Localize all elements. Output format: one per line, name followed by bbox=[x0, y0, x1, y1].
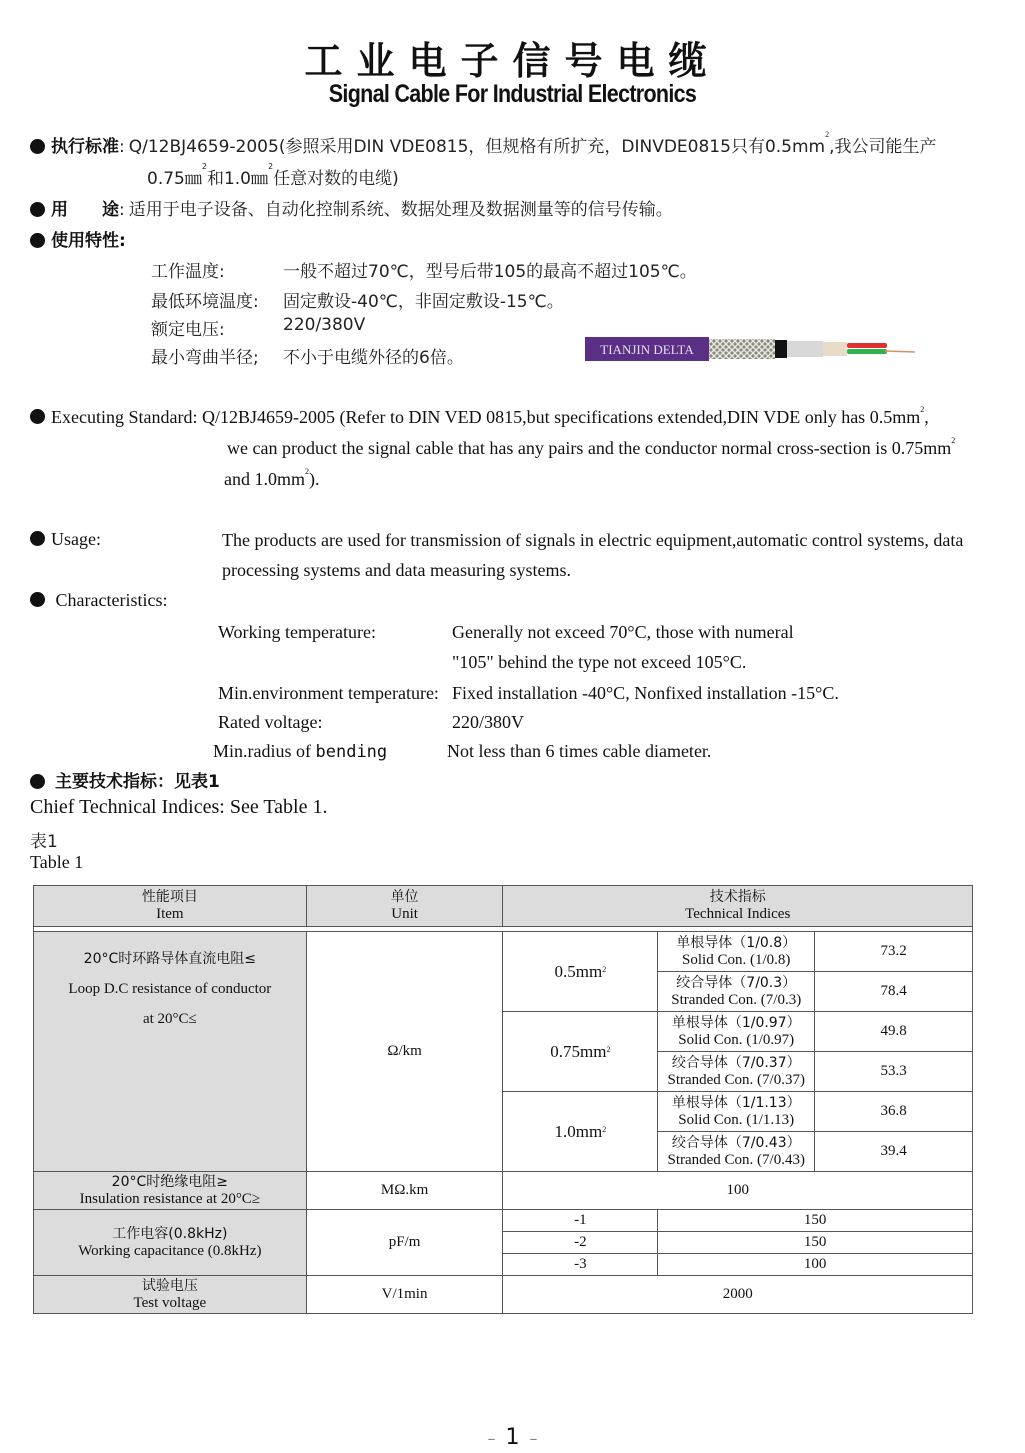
value-cell: 53.3 bbox=[815, 1052, 973, 1092]
value-cell: 73.2 bbox=[815, 932, 973, 972]
text: Solid Con. (1/0.97) bbox=[678, 1031, 795, 1048]
cn-usage-label: 用 途 bbox=[51, 200, 119, 220]
cn-standard-text: Q/12BJ4659-2005(参照采用DIN VDE0815，但规格有所扩充，DINVDE0815只有0.5mm bbox=[128, 137, 826, 157]
text: Min.radius of bbox=[213, 741, 316, 761]
conductor-cell bbox=[658, 1052, 815, 1092]
bullet-icon bbox=[30, 233, 45, 248]
text: 0.5mm bbox=[554, 962, 603, 981]
en-usage-line2: processing systems and data measuring systems. bbox=[222, 560, 571, 580]
conductor-cell bbox=[658, 972, 815, 1012]
text: and 1.0mm bbox=[224, 469, 305, 489]
en-characteristics-heading bbox=[30, 590, 167, 611]
insulation-value: 100 bbox=[503, 1172, 973, 1210]
text: 单根导体（1/0.97） bbox=[671, 1014, 801, 1031]
conductor-cell bbox=[658, 1012, 815, 1052]
cn-char-value-0: 一般不超过70℃，型号后带105的最高不超过105℃。 bbox=[283, 262, 697, 282]
text: 技术指标 bbox=[709, 889, 766, 905]
value-cell: 39.4 bbox=[815, 1132, 973, 1172]
test-voltage-unit: V/1min bbox=[306, 1276, 503, 1314]
value-cell: 150 bbox=[658, 1232, 973, 1254]
resistance-unit: Ω/km bbox=[306, 932, 503, 1172]
text: , bbox=[924, 407, 929, 427]
text: 单根导体（1/1.13） bbox=[671, 1094, 801, 1111]
text: Working capacitance (0.8kHz) bbox=[78, 1242, 262, 1259]
cn-char-value-3: 不小于电缆外径的6倍。 bbox=[283, 348, 464, 368]
text: 20°C时绝缘电阻≥ bbox=[111, 1173, 228, 1190]
text: Stranded Con. (7/0.43) bbox=[667, 1151, 805, 1168]
code-cell: -1 bbox=[503, 1210, 658, 1232]
en-char-label-3: Rated voltage: bbox=[218, 712, 323, 732]
cn-standard-line2 bbox=[147, 164, 399, 189]
text: 1.0mm bbox=[554, 1122, 603, 1141]
table-row bbox=[34, 1172, 973, 1210]
test-voltage-value: 2000 bbox=[503, 1276, 973, 1314]
text: Solid Con. (1/0.8) bbox=[682, 951, 791, 968]
text: 工作电容(0.8kHz) bbox=[112, 1225, 228, 1242]
cable-image bbox=[585, 335, 915, 363]
superscript: 2 bbox=[305, 467, 309, 476]
text: Stranded Con. (7/0.3) bbox=[671, 991, 802, 1008]
bullet-icon bbox=[30, 202, 45, 217]
header-unit bbox=[306, 886, 503, 927]
cn-standard-label: 执行标准 bbox=[51, 137, 119, 157]
superscript: 2 bbox=[825, 130, 830, 139]
en-char-value-4: Not less than 6 times cable diameter. bbox=[447, 741, 712, 761]
wire-red bbox=[847, 343, 887, 348]
superscript: 2 bbox=[951, 436, 956, 445]
value-cell: 49.8 bbox=[815, 1012, 973, 1052]
text: 0.75㎜ bbox=[147, 169, 202, 189]
table-row bbox=[34, 932, 973, 972]
table-row bbox=[34, 1210, 973, 1232]
text: we can product the signal cable that has any pairs and the conductor normal cross-section is 0.75mm bbox=[227, 438, 952, 458]
value-cell: 36.8 bbox=[815, 1092, 973, 1132]
size-cell bbox=[503, 932, 658, 1012]
insulation-item bbox=[34, 1172, 307, 1210]
cable-braid bbox=[709, 339, 775, 359]
text: Unit bbox=[391, 906, 418, 922]
en-standard-label: Executing Standard: bbox=[51, 407, 198, 427]
text: 单根导体（1/0.8） bbox=[676, 934, 797, 951]
text: 试验电压 bbox=[141, 1277, 198, 1294]
en-standard-line3 bbox=[224, 469, 320, 490]
cn-char-value-1: 固定敷设-40℃，非固定敷设-15℃。 bbox=[283, 292, 564, 312]
superscript: 2 bbox=[606, 1045, 611, 1054]
resistance-item bbox=[34, 932, 307, 1172]
text: 1 bbox=[505, 1425, 520, 1450]
text: Item bbox=[156, 906, 184, 922]
text: 和1.0㎜ bbox=[206, 169, 268, 189]
cn-char-label: 使用特性: bbox=[51, 231, 126, 251]
capacitance-unit: pF/m bbox=[306, 1210, 503, 1276]
page-number: – 1 – bbox=[487, 1425, 538, 1450]
en-usage-label: Usage: bbox=[51, 529, 101, 549]
text: 任意对数的电缆) bbox=[273, 169, 399, 189]
superscript: 2 bbox=[602, 965, 607, 974]
en-char-label: Characteristics: bbox=[55, 590, 168, 610]
cn-char-value-2: 220/380V bbox=[283, 315, 366, 335]
text: ). bbox=[309, 469, 320, 489]
bullet-icon bbox=[30, 139, 45, 154]
text: 主要技术指标：见表1 bbox=[55, 772, 220, 792]
en-usage-heading bbox=[30, 529, 101, 550]
bullet-icon bbox=[30, 592, 45, 607]
en-char-label-4 bbox=[213, 741, 387, 762]
cn-indices-heading bbox=[30, 767, 220, 792]
cn-standard-text-b: ,我公司能生产 bbox=[829, 137, 937, 157]
code-cell: -2 bbox=[503, 1232, 658, 1254]
wire-copper bbox=[885, 351, 915, 352]
value-cell: 150 bbox=[658, 1210, 973, 1232]
colon: : bbox=[119, 200, 125, 220]
table-header-row bbox=[34, 886, 973, 927]
table-caption-cn: 表1 bbox=[30, 832, 58, 852]
conductor-cell bbox=[658, 1092, 815, 1132]
text: 绞合导体（7/0.3） bbox=[676, 974, 797, 991]
size-cell bbox=[503, 1012, 658, 1092]
header-indices bbox=[503, 886, 973, 927]
text: 单位 bbox=[390, 889, 419, 905]
en-char-label-2: Min.environment temperature: bbox=[218, 683, 439, 703]
text: 绞合导体（7/0.43） bbox=[671, 1134, 801, 1151]
en-standard-line1 bbox=[30, 407, 929, 428]
bullet-icon bbox=[30, 531, 45, 546]
text: Solid Con. (1/1.13) bbox=[678, 1111, 795, 1128]
code-cell: -3 bbox=[503, 1254, 658, 1276]
text: at 20°C≤ bbox=[142, 1011, 197, 1027]
cable-label: TIANJIN DELTA bbox=[600, 342, 694, 357]
size-cell bbox=[503, 1092, 658, 1172]
en-char-value-2: Fixed installation -40°C, Nonfixed installation -15°C. bbox=[452, 683, 839, 703]
en-usage-line1: The products are used for transmission of signals in electric equipment,automatic control systems, data bbox=[222, 530, 964, 550]
text: Insulation resistance at 20°C≥ bbox=[79, 1190, 261, 1207]
text: Test voltage bbox=[133, 1294, 207, 1311]
cn-char-label-3: 最小弯曲半径; bbox=[151, 348, 259, 368]
superscript: 2 bbox=[602, 1125, 607, 1134]
cn-char-label-0: 工作温度: bbox=[151, 262, 225, 282]
spec-table bbox=[33, 885, 973, 1314]
en-char-value-3: 220/380V bbox=[452, 712, 524, 732]
text: Technical Indices bbox=[685, 906, 791, 922]
cn-usage-line bbox=[30, 195, 673, 220]
en-standard-line2 bbox=[227, 438, 955, 459]
text: 20°C时环路导体直流电阻≤ bbox=[83, 951, 256, 967]
cn-standard-line1 bbox=[30, 132, 937, 157]
title-english: Signal Cable For Industrial Electronics bbox=[328, 80, 697, 108]
cable-foil bbox=[787, 341, 823, 357]
title-chinese: 工业电子信号电缆 bbox=[304, 39, 721, 83]
cn-char-label-1: 最低环境温度: bbox=[151, 292, 259, 312]
text: 0.75mm bbox=[550, 1042, 607, 1061]
text: Q/12BJ4659-2005 (Refer to DIN VED 0815,but specifications extended,DIN VDE only has 0.5mm bbox=[201, 407, 921, 427]
conductor-cell bbox=[658, 1132, 815, 1172]
cable-foil-black bbox=[775, 340, 787, 358]
bullet-icon bbox=[30, 409, 45, 424]
table-caption-en: Table 1 bbox=[30, 852, 84, 872]
bullet-icon bbox=[30, 774, 45, 789]
cn-char-label-2: 额定电压: bbox=[151, 320, 225, 340]
superscript: 2 bbox=[268, 162, 274, 171]
text: 性能项目 bbox=[141, 889, 198, 905]
superscript: 2 bbox=[201, 162, 207, 171]
value-cell: 100 bbox=[658, 1254, 973, 1276]
capacitance-item bbox=[34, 1210, 307, 1276]
en-char-value-0: Generally not exceed 70°C, those with numeral bbox=[452, 622, 794, 642]
en-char-label-0: Working temperature: bbox=[218, 622, 376, 642]
text: 绞合导体（7/0.37） bbox=[671, 1054, 801, 1071]
cn-characteristics-heading bbox=[30, 226, 126, 251]
superscript: 2 bbox=[920, 405, 925, 414]
value-cell: 78.4 bbox=[815, 972, 973, 1012]
conductor-cell bbox=[658, 932, 815, 972]
cable-filler bbox=[823, 342, 847, 356]
text: Stranded Con. (7/0.37) bbox=[667, 1071, 805, 1088]
test-voltage-item bbox=[34, 1276, 307, 1314]
insulation-unit: MΩ.km bbox=[306, 1172, 503, 1210]
cn-usage-text: 适用于电子设备、自动化控制系统、数据处理及数据测量等的信号传输。 bbox=[128, 200, 673, 220]
text: Loop D.C resistance of conductor bbox=[68, 981, 272, 997]
colon: : bbox=[119, 137, 125, 157]
wire-green bbox=[847, 349, 887, 354]
en-indices-heading: Chief Technical Indices: See Table 1. bbox=[30, 796, 328, 818]
table-row bbox=[34, 1276, 973, 1314]
header-item bbox=[34, 886, 307, 927]
text: bending bbox=[315, 742, 388, 762]
en-char-value-1: "105" behind the type not exceed 105°C. bbox=[452, 652, 747, 672]
